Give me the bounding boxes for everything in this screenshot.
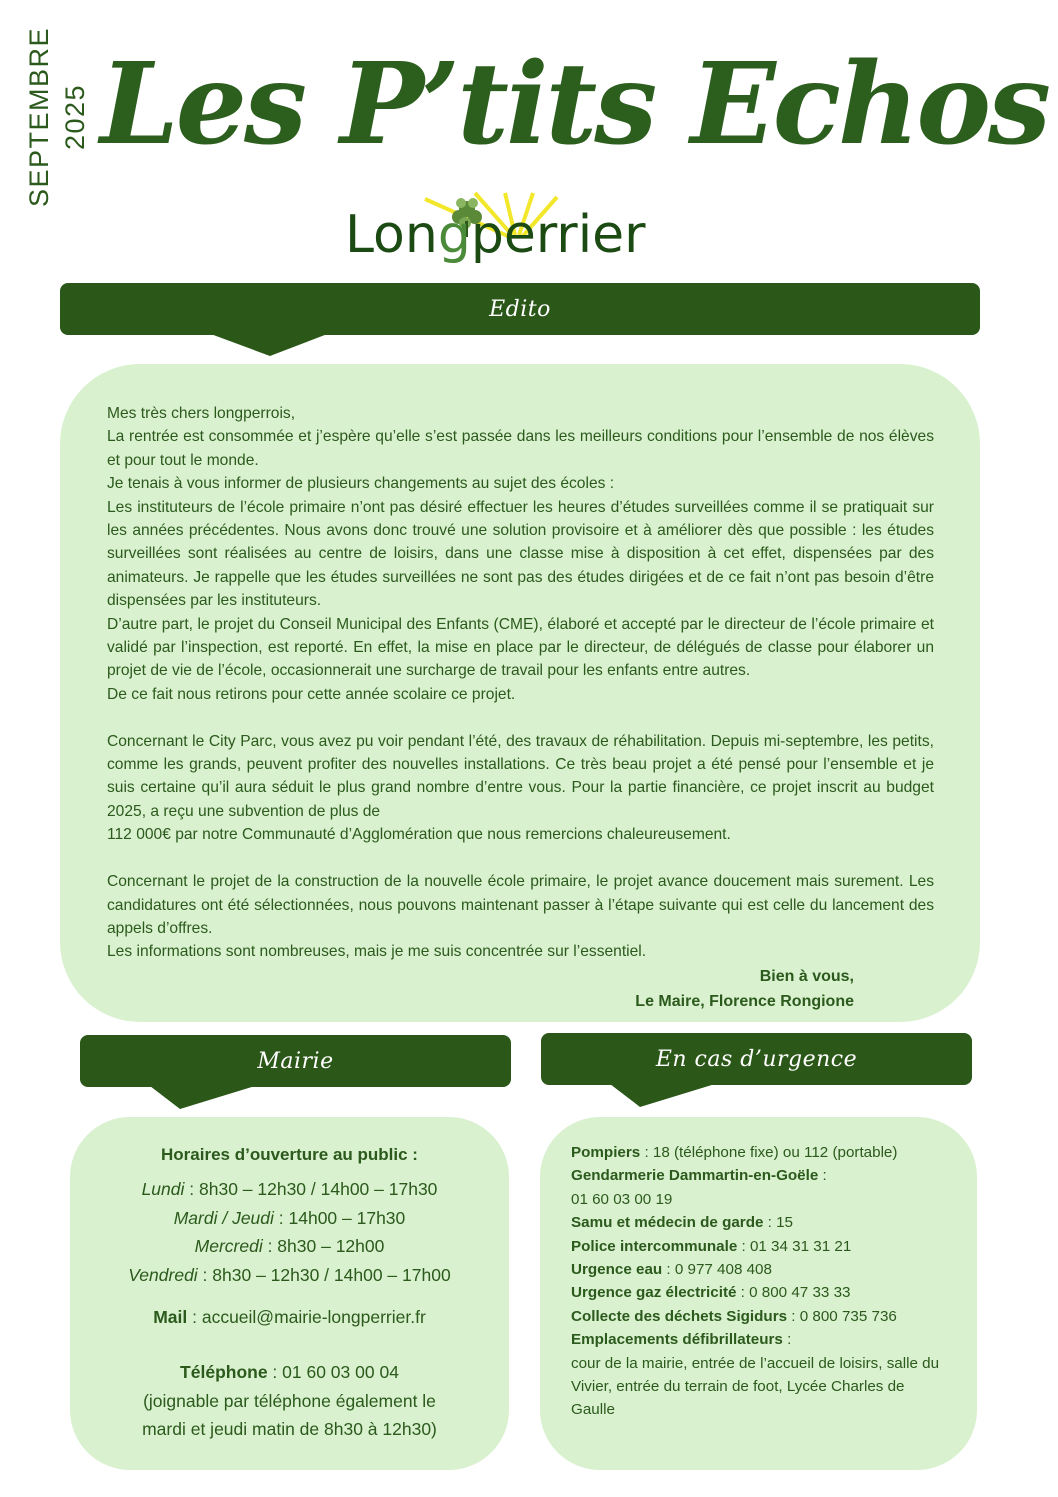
hours-row	[70, 1175, 509, 1204]
mairie-panel	[70, 1117, 509, 1470]
hours-day: Lundi	[141, 1179, 185, 1199]
edito-header	[60, 283, 980, 335]
edito-paragraph: D’autre part, le projet du Conseil Municipal des Enfants (CME), élaboré et accepté par le directeur de l’école primaire et validé par l’inspection, est reporté. En effet, la mise en place par le directeur, de délégués de classe pour élaborer un projet de vie de l’école, occasionnerait une surcharge de travail pour les enfants entre autres.	[107, 615, 934, 680]
emergency-contacts	[571, 1141, 966, 1422]
contact-value: : 01 34 31 31 21	[737, 1237, 852, 1255]
edito-paragraph: Concernant le City Parc, vous avez pu voir pendant l’été, des travaux de réhabilitation. Depuis mi-septembre, les petits, comme les grands, peuvent profiter des nouvelles installations. Ce très beau projet a été pensé pour l’ensemble et je suis certaine qu’il aura séduit le plus grand nombre d’entre vous. Pour la partie financière, ce projet inscrit au budget 2025, a reçu une subvention de plus de	[107, 732, 934, 820]
edito-body	[107, 402, 934, 1014]
edito-closing: Bien à vous,	[759, 967, 854, 985]
contact-row	[571, 1281, 966, 1304]
edito-paragraph: Les informations sont nombreuses, mais je me suis concentrée sur l’essentiel.	[107, 943, 647, 961]
town-name-part: Lon	[345, 205, 438, 265]
phone-number: : 01 60 03 00 04	[267, 1362, 399, 1382]
hours-time: : 8h30 – 12h30 / 14h00 – 17h00	[197, 1264, 451, 1285]
contact-row	[571, 1164, 966, 1187]
mairie-info	[70, 1141, 509, 1444]
hours-time: : 8h30 – 12h00	[262, 1236, 385, 1256]
mail-label: Mail	[153, 1307, 188, 1327]
phone-note: mardi et jeudi matin de 8h30 à 12h30)	[142, 1419, 437, 1439]
hours-day: Vendredi	[128, 1264, 198, 1285]
contact-row	[571, 1211, 966, 1234]
masthead	[100, 0, 1049, 210]
mairie-header	[80, 1035, 511, 1087]
hours-time: : 14h00 – 17h30	[273, 1207, 406, 1228]
contact-label: Police intercommunale	[571, 1237, 738, 1255]
mairie-heading: Mairie	[257, 1048, 334, 1074]
contact-row	[571, 1188, 966, 1211]
issue-year: 2025	[60, 83, 90, 151]
edito-paragraph: De ce fait nous retirons pour cette année scolaire ce projet.	[107, 685, 516, 703]
mail-link[interactable]: : accueil@mairie-longperrier.fr	[187, 1307, 426, 1327]
contact-label: Urgence gaz électricité	[571, 1284, 737, 1302]
urgence-panel	[540, 1117, 977, 1470]
contact-value: : 15	[763, 1214, 794, 1232]
contact-label: Gendarmerie Dammartin-en-Goële	[571, 1167, 819, 1185]
edito-heading: Edito	[489, 296, 551, 322]
contact-row	[571, 1328, 966, 1351]
contact-label: Pompiers	[571, 1144, 641, 1161]
hours-time: : 8h30 – 12h30 / 14h00 – 17h30	[184, 1179, 438, 1199]
mairie-mail	[70, 1303, 509, 1331]
hours-row	[70, 1261, 509, 1290]
town-logo	[345, 195, 665, 280]
hours-day: Mercredi	[194, 1236, 263, 1256]
contact-value: : 0 977 408 408	[662, 1261, 772, 1279]
contact-value: 01 60 03 00 19	[571, 1190, 673, 1208]
contact-value: : 0 800 735 736	[787, 1307, 897, 1325]
contact-value: : 0 800 47 33 33	[736, 1284, 851, 1302]
urgence-header	[541, 1033, 972, 1085]
contact-row	[571, 1235, 966, 1258]
town-name-g: g	[437, 205, 471, 265]
contact-value: :	[818, 1167, 827, 1185]
phone-label: Téléphone	[180, 1362, 268, 1382]
town-name	[345, 205, 646, 265]
phone-note: (joignable par téléphone également le	[143, 1390, 436, 1411]
edito-header-pointer	[200, 333, 400, 358]
urgence-header-pointer	[605, 1084, 765, 1109]
contact-value: : 18 (téléphone fixe) ou 112 (portable)	[640, 1144, 898, 1161]
hours-title: Horaires d’ouverture au public :	[161, 1145, 418, 1164]
mairie-phone	[70, 1358, 509, 1444]
edito-paragraph: Concernant le projet de la construction de la nouvelle école primaire, le projet avance doucement mais surement. Les candidatures ont été sélectionnées, nous pouvons maintenant passer à l’étape suivante qui est celle du lancement des appels d’offres.	[107, 873, 934, 937]
edito-panel	[60, 364, 980, 1022]
contact-label: Collecte des déchets Sigidurs	[571, 1307, 788, 1325]
edito-paragraph: 112 000€ par notre Communauté d’Agglomération que nous remercions chaleureusement.	[107, 826, 731, 844]
edito-paragraph: La rentrée est consommée et j’espère qu’elle s’est passée dans les meilleurs conditions pour l’ensemble de nos élèves et pour tout le monde.	[107, 428, 934, 469]
newsletter-title: Les P’tits Echos	[100, 39, 1049, 170]
issue-month: SEPTEMBRE	[24, 26, 54, 208]
mairie-header-pointer	[145, 1086, 305, 1111]
edito-signature: Le Maire, Florence Rongione	[635, 992, 854, 1010]
contact-row	[571, 1258, 966, 1281]
issue-date	[22, 26, 102, 220]
hours-row	[70, 1232, 509, 1261]
urgence-heading: En cas d’urgence	[655, 1046, 858, 1072]
contact-row	[571, 1305, 966, 1328]
defibrillator-locations: cour de la mairie, entrée de l’accueil de loisirs, salle du Vivier, entrée du terrain de foot, Lycée Charles de Gaulle	[571, 1354, 940, 1419]
edito-paragraph: Les instituteurs de l’école primaire n’ont pas désiré effectuer les heures d’études surveillées comme il se pratiquait sur les années précédentes. Nous avons donc trouvé une solution provisoire et à améliorer dès que possible : les études surveillées sont réalisées au centre de loisirs, dans une classe mise à disposition à cet effet, dispensées par des animateurs. Je rappelle que les études surveillées ne sont pas des études dirigées et de ce fait n’ont pas besoin d’être dispensées par les instituteurs.	[107, 498, 934, 610]
contact-row	[571, 1141, 966, 1164]
contact-label: Urgence eau	[571, 1261, 663, 1279]
hours-row	[70, 1204, 509, 1233]
edito-paragraph: Je tenais à vous informer de plusieurs changements au sujet des écoles :	[107, 475, 615, 493]
town-name-part: perrier	[470, 205, 646, 265]
edito-paragraph: Mes très chers longperrois,	[107, 405, 296, 422]
contact-value: :	[782, 1331, 792, 1349]
contact-label: Emplacements défibrillateurs	[571, 1331, 783, 1349]
hours-day: Mardi / Jeudi	[173, 1207, 274, 1228]
contact-label: Samu et médecin de garde	[571, 1214, 764, 1232]
